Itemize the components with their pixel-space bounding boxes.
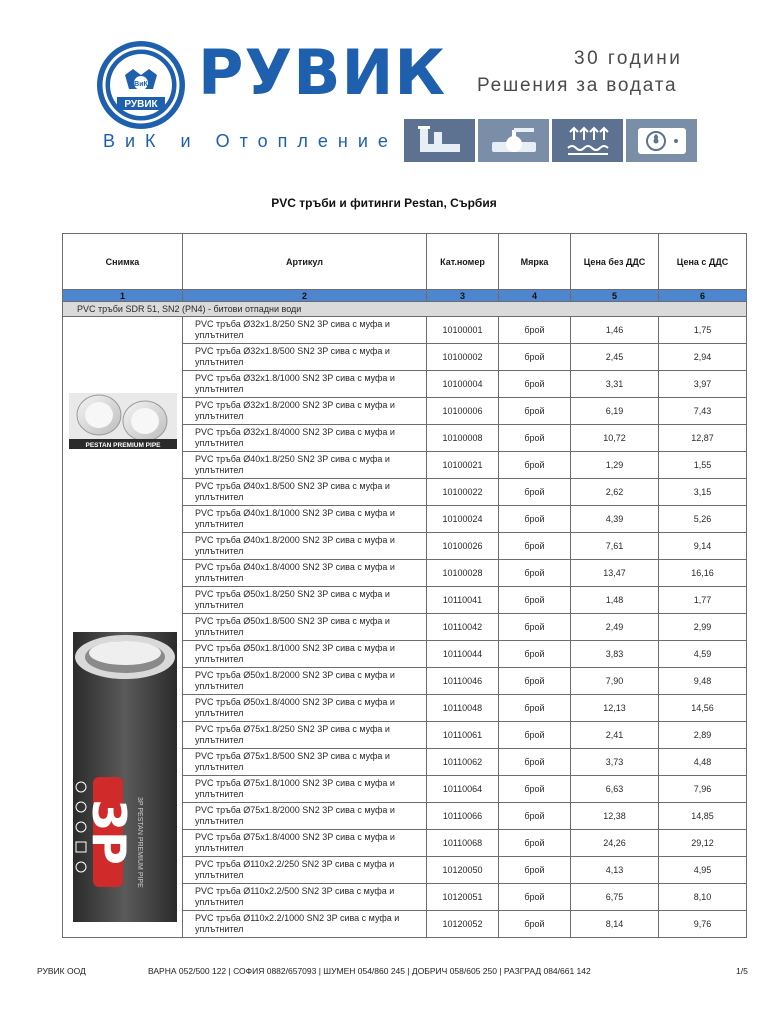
price-vat: 7,96	[659, 776, 747, 803]
price-vat: 2,99	[659, 614, 747, 641]
price-vat: 16,16	[659, 560, 747, 587]
price-net: 6,19	[571, 398, 659, 425]
table-row	[63, 317, 747, 344]
unit: брой	[499, 452, 571, 479]
product-name: PVC тръба Ø32x1.8/1000 SN2 3P сива с муфа и уплътнител	[183, 371, 427, 398]
unit: брой	[499, 614, 571, 641]
price-net: 1,29	[571, 452, 659, 479]
price-net: 12,13	[571, 695, 659, 722]
unit: брой	[499, 722, 571, 749]
unit: брой	[499, 398, 571, 425]
price-vat: 5,26	[659, 506, 747, 533]
price-net: 7,61	[571, 533, 659, 560]
price-vat: 4,95	[659, 857, 747, 884]
price-vat: 14,56	[659, 695, 747, 722]
price-vat: 2,94	[659, 344, 747, 371]
price-net: 4,39	[571, 506, 659, 533]
unit: брой	[499, 803, 571, 830]
price-table	[62, 233, 746, 938]
price-vat: 14,85	[659, 803, 747, 830]
price-vat: 1,75	[659, 317, 747, 344]
product-name: PVC тръба Ø40x1.8/250 SN2 3P сива с муфа и уплътнител	[183, 452, 427, 479]
unit: брой	[499, 641, 571, 668]
price-net: 3,31	[571, 371, 659, 398]
product-name: PVC тръба Ø110x2.2/500 SN2 3P сива с муфа и уплътнител	[183, 884, 427, 911]
footer-page-number: 1/5	[736, 966, 748, 976]
price-vat: 1,55	[659, 452, 747, 479]
price-vat: 9,48	[659, 668, 747, 695]
price-net: 3,83	[571, 641, 659, 668]
price-vat: 9,76	[659, 911, 747, 938]
catalog-number: 10110048	[427, 695, 499, 722]
col-header-price-net: Цена без ДДС	[571, 234, 659, 290]
photo-2-label: 3P PESTAN PREMIUM PIPE	[136, 797, 143, 888]
col-header-code: Кат.номер	[427, 234, 499, 290]
unit: брой	[499, 830, 571, 857]
price-net: 8,14	[571, 911, 659, 938]
price-vat: 12,87	[659, 425, 747, 452]
price-net: 13,47	[571, 560, 659, 587]
catalog-number: 10100028	[427, 560, 499, 587]
unit: брой	[499, 668, 571, 695]
product-name: PVC тръба Ø110x2.2/250 SN2 3P сива с муфа и уплътнител	[183, 857, 427, 884]
product-name: PVC тръба Ø50x1.8/1000 SN2 3P сива с муфа и уплътнител	[183, 641, 427, 668]
product-name: PVC тръба Ø40x1.8/1000 SN2 3P сива с муфа и уплътнител	[183, 506, 427, 533]
category-tiles	[404, 119, 697, 162]
product-name: PVC тръба Ø32x1.8/500 SN2 3P сива с муфа и уплътнител	[183, 344, 427, 371]
product-name: PVC тръба Ø50x1.8/250 SN2 3P сива с муфа и уплътнител	[183, 587, 427, 614]
price-net: 1,48	[571, 587, 659, 614]
catalog-number: 10110044	[427, 641, 499, 668]
catalog-number: 10100006	[427, 398, 499, 425]
catalog-number: 10110046	[427, 668, 499, 695]
col-header-article: Артикул	[183, 234, 427, 290]
product-name: PVC тръба Ø40x1.8/4000 SN2 3P сива с муфа и уплътнител	[183, 560, 427, 587]
catalog-number: 10120050	[427, 857, 499, 884]
unit: брой	[499, 749, 571, 776]
unit: брой	[499, 479, 571, 506]
price-net: 6,75	[571, 884, 659, 911]
catalog-number: 10110042	[427, 614, 499, 641]
tagline-years: 30 години	[574, 48, 683, 69]
catalog-number: 10100001	[427, 317, 499, 344]
unit: брой	[499, 776, 571, 803]
price-net: 12,38	[571, 803, 659, 830]
catalog-number: 10100026	[427, 533, 499, 560]
price-vat: 4,59	[659, 641, 747, 668]
section-title: PVC тръби SDR 51, SN2 (PN4) - битови отпадни води	[63, 302, 747, 317]
price-vat: 1,77	[659, 587, 747, 614]
footer-contacts: ВАРНА 052/500 122 | СОФИЯ 0882/657093 | ШУМЕН 054/860 245 | ДОБРИЧ 058/605 250 | РАЗГРАД 084/661 142	[148, 966, 591, 976]
price-net: 2,62	[571, 479, 659, 506]
unit: брой	[499, 911, 571, 938]
price-vat: 7,43	[659, 398, 747, 425]
column-number: 3	[427, 290, 499, 302]
price-net: 4,13	[571, 857, 659, 884]
column-number: 6	[659, 290, 747, 302]
price-vat: 2,89	[659, 722, 747, 749]
col-header-unit: Мярка	[499, 234, 571, 290]
unit: брой	[499, 587, 571, 614]
price-net: 2,41	[571, 722, 659, 749]
catalog-number: 10100021	[427, 452, 499, 479]
catalog-number: 10100004	[427, 371, 499, 398]
svg-text:ВиК: ВиК	[134, 81, 148, 88]
column-number: 1	[63, 290, 183, 302]
unit: брой	[499, 506, 571, 533]
price-net: 7,90	[571, 668, 659, 695]
catalog-number: 10110041	[427, 587, 499, 614]
unit: брой	[499, 857, 571, 884]
column-number: 4	[499, 290, 571, 302]
price-net: 10,72	[571, 425, 659, 452]
catalog-number: 10110061	[427, 722, 499, 749]
product-name: PVC тръба Ø32x1.8/250 SN2 3P сива с муфа и уплътнител	[183, 317, 427, 344]
product-photo-pipes	[63, 327, 183, 927]
unit: брой	[499, 371, 571, 398]
product-name: PVC тръба Ø40x1.8/2000 SN2 3P сива с муфа и уплътнител	[183, 533, 427, 560]
pipe-fitting-icon	[404, 119, 475, 162]
company-logo	[95, 39, 187, 131]
catalog-number: 10110064	[427, 776, 499, 803]
catalog-number: 10100008	[427, 425, 499, 452]
header-row	[63, 234, 747, 290]
catalog-number: 10110062	[427, 749, 499, 776]
tagline-slogan: Решения за водата	[477, 75, 678, 96]
product-name: PVC тръба Ø32x1.8/4000 SN2 3P сива с муфа и уплътнител	[183, 425, 427, 452]
catalog-number: 10120051	[427, 884, 499, 911]
product-name: PVC тръба Ø75x1.8/250 SN2 3P сива с муфа и уплътнител	[183, 722, 427, 749]
ball-valve-icon	[478, 119, 549, 162]
price-net: 2,45	[571, 344, 659, 371]
price-net: 24,26	[571, 830, 659, 857]
product-photo-cell	[63, 317, 183, 938]
fan-heater-icon	[626, 119, 697, 162]
col-header-price-vat: Цена с ДДС	[659, 234, 747, 290]
product-name: PVC тръба Ø50x1.8/2000 SN2 3P сива с муфа и уплътнител	[183, 668, 427, 695]
catalog-number: 10110068	[427, 830, 499, 857]
footer-company: РУВИК ООД	[37, 966, 86, 976]
unit: брой	[499, 560, 571, 587]
price-vat: 29,12	[659, 830, 747, 857]
svg-text:РУВИК: РУВИК	[124, 99, 158, 110]
catalog-number: 10120052	[427, 911, 499, 938]
product-name: PVC тръба Ø110x2.2/1000 SN2 3P сива с муфа и уплътнител	[183, 911, 427, 938]
unit: брой	[499, 344, 571, 371]
brand-name: РУВИК	[198, 36, 447, 109]
column-number: 2	[183, 290, 427, 302]
document-title: PVC тръби и фитинги Pestan, Сърбия	[271, 196, 497, 210]
sub-brand: ВиК и Отопление	[103, 131, 398, 151]
price-net: 2,49	[571, 614, 659, 641]
price-vat: 3,97	[659, 371, 747, 398]
product-name: PVC тръба Ø32x1.8/2000 SN2 3P сива с муфа и уплътнител	[183, 398, 427, 425]
price-vat: 4,48	[659, 749, 747, 776]
product-name: PVC тръба Ø50x1.8/4000 SN2 3P сива с муфа и уплътнител	[183, 695, 427, 722]
product-name: PVC тръба Ø75x1.8/500 SN2 3P сива с муфа и уплътнител	[183, 749, 427, 776]
unit: брой	[499, 533, 571, 560]
price-vat: 8,10	[659, 884, 747, 911]
catalog-number: 10100002	[427, 344, 499, 371]
floor-heating-icon	[552, 119, 623, 162]
unit: брой	[499, 695, 571, 722]
catalog-number: 10100022	[427, 479, 499, 506]
product-name: PVC тръба Ø75x1.8/1000 SN2 3P сива с муфа и уплътнител	[183, 776, 427, 803]
unit: брой	[499, 425, 571, 452]
product-name: PVC тръба Ø50x1.8/500 SN2 3P сива с муфа и уплътнител	[183, 614, 427, 641]
col-header-photo: Снимка	[63, 234, 183, 290]
product-name: PVC тръба Ø40x1.8/500 SN2 3P сива с муфа и уплътнител	[183, 479, 427, 506]
price-vat: 3,15	[659, 479, 747, 506]
catalog-number: 10100024	[427, 506, 499, 533]
photo-1-label: PESTAN PREMIUM PIPE	[85, 442, 161, 449]
catalog-number: 10110066	[427, 803, 499, 830]
unit: брой	[499, 884, 571, 911]
price-net: 3,73	[571, 749, 659, 776]
column-number: 5	[571, 290, 659, 302]
product-name: PVC тръба Ø75x1.8/4000 SN2 3P сива с муфа и уплътнител	[183, 830, 427, 857]
price-vat: 9,14	[659, 533, 747, 560]
column-number-row	[63, 290, 747, 302]
price-net: 1,46	[571, 317, 659, 344]
product-name: PVC тръба Ø75x1.8/2000 SN2 3P сива с муфа и уплътнител	[183, 803, 427, 830]
unit: брой	[499, 317, 571, 344]
svg-text:3P: 3P	[82, 799, 136, 865]
section-row	[63, 302, 747, 317]
price-net: 6,63	[571, 776, 659, 803]
